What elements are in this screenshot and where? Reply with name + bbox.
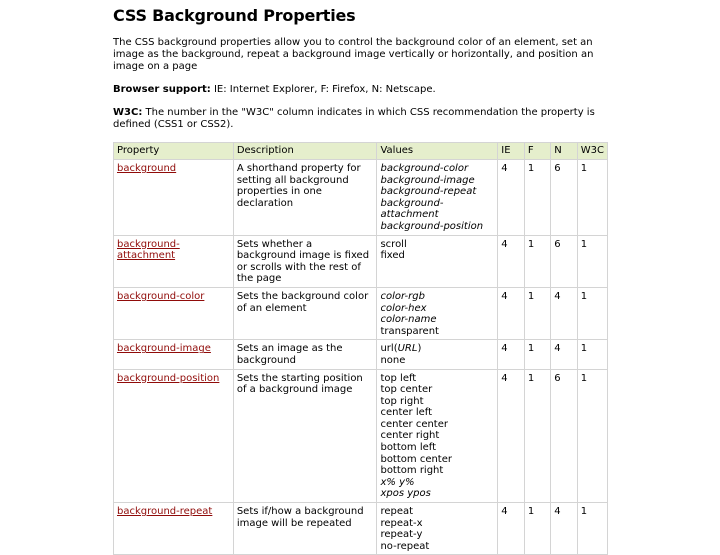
ie-cell: 4 — [498, 369, 525, 503]
f-cell: 1 — [524, 340, 550, 369]
ie-cell: 4 — [498, 340, 525, 369]
page-title: CSS Background Properties — [113, 6, 356, 25]
w3c-cell: 1 — [577, 287, 607, 339]
properties-table — [113, 142, 608, 555]
intro-paragraph: The CSS background properties allow you to control the background color of an element, set an image as the background, repeat a background image vertically or horizontally, and position an image on a page — [113, 37, 594, 72]
w3c-cell: 1 — [577, 369, 607, 503]
value-text: bottom center — [380, 453, 452, 465]
header-values: Values — [377, 143, 498, 160]
value-item — [380, 250, 494, 262]
n-cell: 4 — [551, 503, 577, 555]
value-item — [380, 326, 494, 338]
property-cell — [114, 235, 234, 287]
header-w3c: W3C — [577, 143, 607, 160]
value-text: center right — [380, 430, 440, 442]
ie-cell: 4 — [498, 160, 525, 236]
header-n: N — [551, 143, 577, 160]
value-text: color-hex — [380, 302, 427, 314]
w3c-cell: 1 — [577, 235, 607, 287]
value-item — [380, 291, 494, 303]
value-item — [380, 384, 494, 396]
values-cell — [377, 503, 498, 555]
property-link[interactable]: background-position — [117, 372, 220, 384]
description-cell: Sets whether a background image is fixed or scrolls with the rest of the page — [233, 235, 377, 287]
f-cell: 1 — [524, 503, 550, 555]
value-item — [380, 355, 494, 367]
value-item — [380, 175, 494, 187]
header-f: F — [524, 143, 550, 160]
description-cell: Sets if/how a background image will be repeated — [233, 503, 377, 555]
value-text: repeat-y — [380, 529, 423, 541]
value-item — [380, 442, 494, 454]
value-item — [380, 186, 494, 198]
property-cell — [114, 340, 234, 369]
value-text: x% y% — [380, 476, 415, 488]
value-item — [380, 477, 494, 489]
value-item — [380, 518, 494, 530]
value-item — [380, 239, 494, 251]
n-cell: 6 — [551, 369, 577, 503]
n-cell: 4 — [551, 287, 577, 339]
w3c-cell: 1 — [577, 503, 607, 555]
table-row — [114, 235, 608, 287]
n-cell: 4 — [551, 340, 577, 369]
ie-cell: 4 — [498, 235, 525, 287]
value-item — [380, 221, 494, 233]
n-cell: 6 — [551, 235, 577, 287]
value-text: none — [380, 354, 406, 366]
header-property: Property — [114, 143, 234, 160]
value-item — [380, 343, 494, 355]
value-item — [380, 465, 494, 477]
values-cell — [377, 235, 498, 287]
value-text: repeat-x — [380, 517, 423, 529]
property-link[interactable]: background-image — [117, 343, 211, 355]
table-row — [114, 369, 608, 503]
property-cell — [114, 287, 234, 339]
values-cell — [377, 340, 498, 369]
value-item — [380, 506, 494, 518]
table-row — [114, 287, 608, 339]
value-item — [380, 396, 494, 408]
f-cell: 1 — [524, 235, 550, 287]
value-text: url( — [380, 343, 398, 355]
value-param: URL — [397, 343, 418, 355]
description-cell: Sets an image as the background — [233, 340, 377, 369]
value-text: color-rgb — [380, 290, 425, 302]
value-suffix: ) — [417, 343, 422, 355]
value-text: xpos ypos — [380, 488, 431, 500]
description-cell: A shorthand property for setting all background properties in one declaration — [233, 160, 377, 236]
value-text: fixed — [380, 250, 405, 262]
property-cell — [114, 369, 234, 503]
page-content — [113, 6, 608, 555]
value-item — [380, 163, 494, 175]
description-cell: Sets the starting position of a background image — [233, 369, 377, 503]
value-text: background-image — [380, 174, 475, 186]
w3c-text: The number in the "W3C" column indicates in which CSS recommendation the property is defined (CSS1 or CSS2). — [113, 107, 595, 130]
value-item — [380, 430, 494, 442]
value-text: scroll — [380, 238, 407, 250]
value-text: center center — [380, 418, 448, 430]
value-text: bottom right — [380, 465, 444, 477]
w3c-label: W3C: — [113, 107, 143, 118]
value-item — [380, 488, 494, 500]
n-cell: 6 — [551, 160, 577, 236]
value-item — [380, 198, 494, 221]
w3c-note — [113, 107, 608, 131]
value-text: background-color — [380, 163, 469, 174]
value-text: top right — [380, 395, 424, 407]
value-item — [380, 529, 494, 541]
f-cell: 1 — [524, 287, 550, 339]
value-item — [380, 541, 494, 553]
value-text: top center — [380, 384, 433, 396]
values-cell — [377, 369, 498, 503]
values-cell — [377, 160, 498, 236]
table-body — [114, 160, 608, 555]
value-item — [380, 314, 494, 326]
table-row — [114, 503, 608, 555]
value-text: background-position — [380, 220, 484, 232]
w3c-cell: 1 — [577, 340, 607, 369]
browser-support-note — [113, 84, 608, 96]
f-cell: 1 — [524, 160, 550, 236]
property-link[interactable]: background — [117, 163, 177, 174]
w3c-cell: 1 — [577, 160, 607, 236]
browser-support-text: IE: Internet Explorer, F: Firefox, N: Netscape. — [210, 84, 436, 95]
table-header-row — [114, 143, 608, 160]
value-item — [380, 303, 494, 315]
property-cell — [114, 503, 234, 555]
table-row — [114, 340, 608, 369]
header-ie: IE — [498, 143, 525, 160]
property-link[interactable]: background-color — [117, 290, 205, 302]
property-link[interactable]: background-attachment — [117, 238, 180, 262]
value-text: background-repeat — [380, 186, 477, 198]
header-description: Description — [233, 143, 377, 160]
value-text: center left — [380, 407, 433, 419]
value-text: bottom left — [380, 442, 437, 454]
description-cell: Sets the background color of an element — [233, 287, 377, 339]
value-text: no-repeat — [380, 540, 430, 552]
browser-support-label: Browser support: — [113, 84, 211, 95]
values-cell — [377, 287, 498, 339]
value-text: color-name — [380, 314, 437, 326]
value-text: transparent — [380, 325, 439, 337]
value-text: repeat — [380, 506, 414, 518]
ie-cell: 4 — [498, 503, 525, 555]
value-text: top left — [380, 372, 417, 384]
value-item — [380, 373, 494, 385]
ie-cell: 4 — [498, 287, 525, 339]
value-item — [380, 407, 494, 419]
value-item — [380, 419, 494, 431]
property-link[interactable]: background-repeat — [117, 506, 213, 518]
value-item — [380, 454, 494, 466]
value-text: background-attachment — [380, 197, 444, 221]
table-row — [114, 160, 608, 236]
f-cell: 1 — [524, 369, 550, 503]
property-cell — [114, 160, 234, 236]
